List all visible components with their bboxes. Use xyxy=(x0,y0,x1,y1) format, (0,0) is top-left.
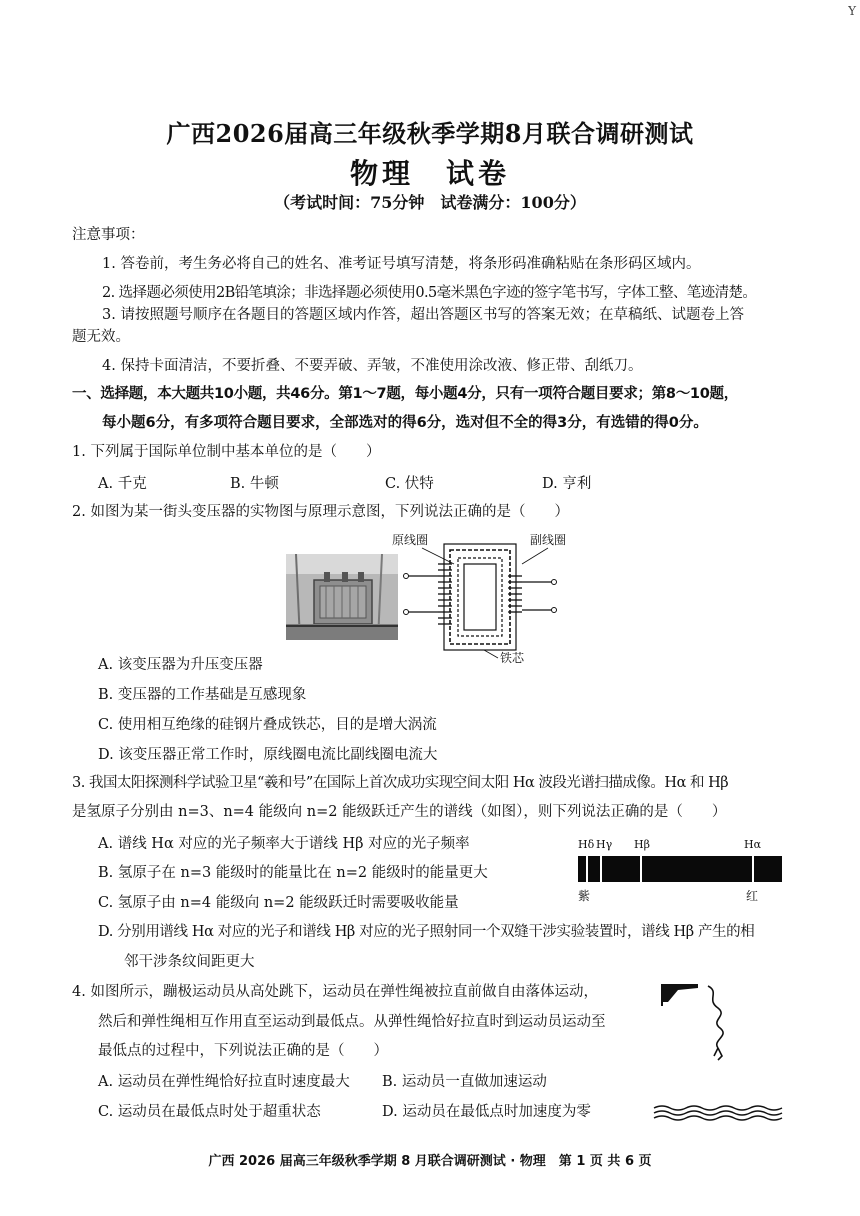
spectrum-red-label: 红 xyxy=(746,889,759,903)
question-2-option-c: C. 使用相互绝缘的硅钢片叠成铁芯，目的是增大涡流 xyxy=(98,717,437,733)
section-heading-line1: 一、选择题，本大题共10小题，共46分。第1～7题，每小题4分，只有一项符合题目要求；第8～10题， xyxy=(72,386,738,402)
notice-item-2: 2. 选择题必须使用2B铅笔填涂；非选择题必须使用0.5毫米黑色字迹的签字笔书写，字体工整、笔迹清楚。 xyxy=(102,285,757,301)
question-2-option-b: B. 变压器的工作基础是互感现象 xyxy=(98,687,307,703)
question-2-stem: 2. 如图为某一街头变压器的实物图与原理示意图，下列说法正确的是（ ） xyxy=(72,504,569,520)
spectrum-label-h-beta: Hβ xyxy=(634,838,650,851)
notice-item-3: 3. 请按照题号顺序在各题目的答题区域内作答，超出答题区书写的答案无效；在草稿纸、试题卷上答 xyxy=(102,307,744,323)
transformer-schematic xyxy=(392,530,582,670)
transformer-photo xyxy=(286,554,398,640)
question-2-option-a: A. 该变压器为升压变压器 xyxy=(98,657,263,673)
spectrum-band xyxy=(578,856,782,882)
page-footer: 广西 2026 届高三年级秋季学期 8 月联合调研测试 · 物理 第 1 页 共 6 页 xyxy=(208,1154,652,1169)
question-3-option-a: A. 谱线 Hα 对应的光子频率大于谱线 Hβ 对应的光子频率 xyxy=(98,836,470,852)
question-1-option-b: B. 牛顿 xyxy=(230,476,279,492)
spectrum-label-h-gamma: Hγ xyxy=(596,838,613,851)
question-4-stem-line3: 最低点的过程中，下列说法正确的是（ ） xyxy=(98,1043,388,1059)
secondary-coil-label: 副线圈 xyxy=(530,533,567,547)
question-4-option-b: B. 运动员一直做加速运动 xyxy=(382,1074,547,1090)
question-1-option-d: D. 亨利 xyxy=(542,476,592,492)
spectrum-label-h-alpha: Hα xyxy=(744,838,762,851)
question-4-stem-line2: 然后和弹性绳相互作用直至运动到最低点。从弹性绳恰好拉直时到运动员运动至 xyxy=(98,1014,606,1030)
question-4-option-a: A. 运动员在弹性绳恰好拉直时速度最大 xyxy=(98,1074,350,1090)
notice-heading: 注意事项： xyxy=(72,227,145,243)
subject-title: 物理 试卷 xyxy=(349,157,510,190)
question-3-stem-line1: 3. 我国太阳探测科学试验卫星“羲和号”在国际上首次成功实现空间太阳 Hα 波段光谱扫描成像。Hα 和 Hβ xyxy=(72,775,729,791)
question-4-option-d: D. 运动员在最低点时加速度为零 xyxy=(382,1104,591,1120)
question-3-option-d-line1: D. 分别用谱线 Hα 对应的光子和谱线 Hβ 对应的光子照射同一个双缝干涉实验装置时，谱线 Hβ 产生的相 xyxy=(98,924,755,940)
notice-item-4: 4. 保持卡面清洁，不要折叠、不要弄破、弄皱，不准使用涂改液、修正带、刮纸刀。 xyxy=(102,358,643,374)
question-3-stem-line2: 是氢原子分别由 n=3、n=4 能级向 n=2 能级跃迁产生的谱线（如图），则下列说法正确的是（ ） xyxy=(72,804,727,820)
primary-coil-label: 原线圈 xyxy=(392,533,429,547)
spectrum-violet-label: 紫 xyxy=(578,889,591,903)
hydrogen-spectrum-figure xyxy=(572,832,786,904)
question-2-option-d: D. 该变压器正常工作时，原线圈电流比副线圈电流大 xyxy=(98,747,438,763)
section-heading-line2: 每小题6分，有多项符合题目要求，全部选对的得6分，选对但不全的得3分，有选错的得0分。 xyxy=(102,415,708,431)
iron-core-label: 铁芯 xyxy=(500,651,525,665)
question-1-stem: 1. 下列属于国际单位制中基本单位的是（ ） xyxy=(72,444,381,460)
question-3-option-b: B. 氢原子在 n=3 能级时的能量比在 n=2 能级时的能量更大 xyxy=(98,865,488,881)
question-3-option-d-line2: 邻干涉条纹间距更大 xyxy=(124,954,255,970)
corner-mark: Y xyxy=(848,4,856,18)
spectrum-label-h-delta: Hδ xyxy=(578,838,595,851)
question-1-option-c: C. 伏特 xyxy=(385,476,434,492)
notice-item-1: 1. 答卷前，考生务必将自己的姓名、准考证号填写清楚，将条形码准确粘贴在条形码区域内。 xyxy=(102,256,701,272)
question-4-option-c: C. 运动员在最低点时处于超重状态 xyxy=(98,1104,321,1120)
question-1-option-a: A. 千克 xyxy=(98,476,147,492)
exam-meta: （考试时间：75分钟 试卷满分：100分） xyxy=(274,193,586,212)
notice-item-3-cont: 题无效。 xyxy=(72,329,130,345)
exam-title: 广西2026届高三年级秋季学期8月联合调研测试 xyxy=(166,119,694,148)
question-3-option-c: C. 氢原子由 n=4 能级向 n=2 能级跃迁时需要吸收能量 xyxy=(98,895,459,911)
question-4-stem-line1: 4. 如图所示，蹦极运动员从高处跳下，运动员在弹性绳被拉直前做自由落体运动， xyxy=(72,984,598,1000)
bungee-jump-figure xyxy=(648,976,788,1126)
